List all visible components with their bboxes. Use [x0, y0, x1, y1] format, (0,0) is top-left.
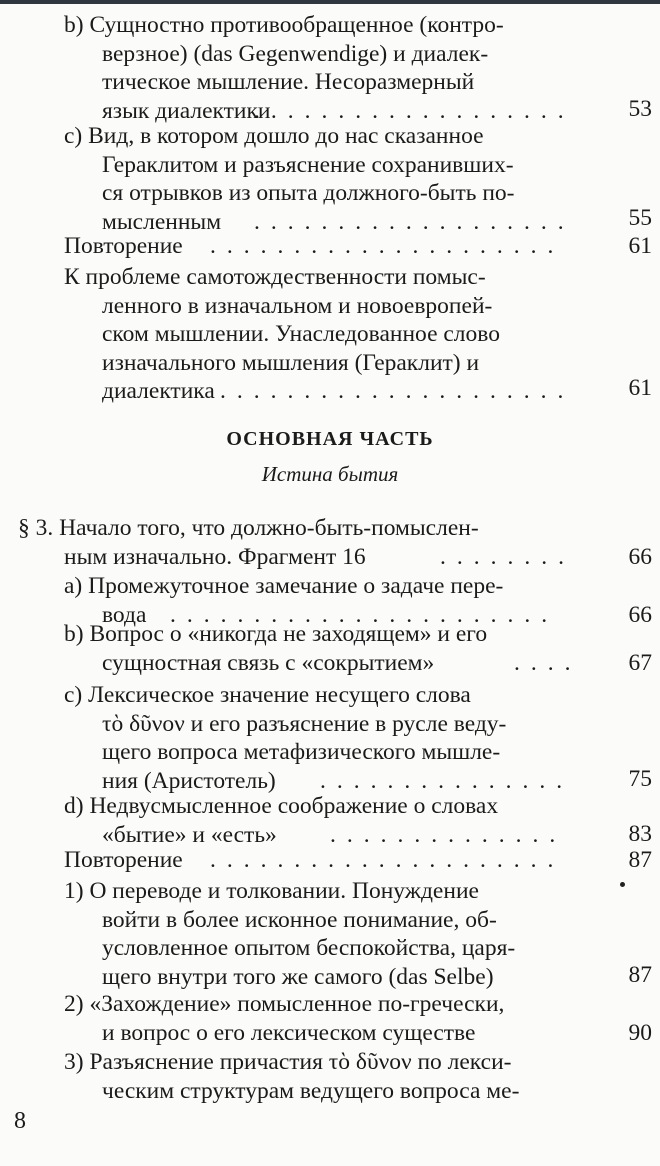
toc-entry-line: 2) «Захождение» помысленное по-гречески,	[64, 991, 505, 1017]
toc-entry-line: сущностная связь с «сокрытием»	[102, 649, 435, 676]
toc-page-number: 66	[628, 544, 652, 570]
toc-page-number: 61	[628, 233, 652, 259]
toc-entry-line: условленное опытом беспокойства, царя-	[102, 935, 516, 961]
dot-leader: ........	[440, 543, 575, 570]
toc-entry-line: верзное) (das Gegenwendige) и диалек-	[102, 40, 489, 67]
toc-entry-line: «бытие» и «есть»	[102, 821, 277, 848]
toc-entry-line: ся отрывков из опыта должного-быть по-	[102, 180, 515, 206]
dot-leader: ...................	[254, 97, 575, 124]
dot-leader: ...............	[320, 767, 574, 794]
ink-speck	[620, 882, 625, 887]
toc-page-number: 87	[628, 962, 652, 988]
toc-entry-line: ния (Аристотель)	[102, 767, 276, 794]
dot-leader: .....................	[210, 233, 565, 259]
toc-page-number: 55	[628, 205, 652, 231]
toc-entry-line: d) Недвусмысленное соображение о словах	[64, 793, 499, 819]
dot-leader: ....	[514, 649, 582, 676]
toc-entry-line: мысленным	[102, 208, 222, 235]
toc-entry-line: язык диалектики	[102, 97, 271, 124]
toc-entry-line: щего внутри того же самого (das Selbe)	[102, 963, 494, 990]
toc-page-number: 83	[628, 821, 652, 847]
dot-leader: .....................	[220, 378, 575, 404]
toc-page-number: 75	[628, 766, 652, 792]
toc-entry-line: ным изначально. Фрагмент 16	[64, 543, 366, 570]
toc-entry-line: ском мышлении. Унаследованное слово	[102, 321, 500, 347]
dot-leader: ...................	[254, 208, 575, 235]
toc-page-number: 66	[628, 602, 652, 628]
toc-entry-line: и вопрос о его лексическом существе	[102, 1019, 476, 1046]
toc-entry-line: τὸ δῦνον и его разъяснение в русле веду-	[102, 710, 507, 737]
toc-entry-line: изначального мышления (Гераклит) и	[102, 349, 480, 376]
toc-entry-line: тическое мышление. Несоразмерный	[102, 69, 475, 95]
toc-entry-line: Повторение	[64, 847, 183, 873]
section-subtitle: Истина бытия	[261, 462, 399, 486]
toc-page-number: 61	[628, 375, 652, 401]
top-bar	[0, 0, 660, 4]
toc-entry-line: Гераклитом и разъяснение сохранивших-	[102, 151, 514, 178]
toc-entry-line: К проблеме самотождественности помыс-	[64, 264, 486, 290]
page-number: 8	[14, 1108, 26, 1134]
toc-entry-line: a) Промежуточное замечание о задаче пере-	[64, 573, 504, 599]
toc-entry-line: b) Сущностно противообращенное (контро-	[64, 12, 504, 38]
toc-entry-line: ческим структурам ведущего вопроса ме-	[102, 1077, 520, 1104]
toc-page-number: 53	[628, 96, 652, 122]
toc-entry-line: войти в более исконное понимание, об-	[102, 906, 497, 933]
toc-page-number: 90	[628, 1020, 652, 1046]
toc-page-number: 67	[628, 650, 652, 676]
dot-leader: .......................	[170, 601, 559, 628]
toc-entry-line: диалектика	[102, 378, 215, 404]
toc-entry-line: Повторение	[64, 233, 183, 259]
dot-leader: .....................	[210, 847, 565, 873]
toc-entry-line: § 3. Начало того, что должно-быть-помыслен-	[18, 515, 479, 541]
toc-entry-line: щего вопроса метафизического мышле-	[102, 739, 501, 765]
toc-entry-line: ленного в изначальном и новоевропей-	[102, 292, 493, 319]
dot-leader: ..............	[330, 821, 567, 848]
toc-page-number: 87	[628, 847, 652, 873]
toc-entry-line: 3) Разъяснение причастия τὸ δῦνον по лекси-	[64, 1049, 512, 1075]
toc-entry-line: b) Вопрос о «никогда не заходящем» и его	[64, 621, 488, 647]
toc-entry-line: c) Лексическое значение несущего слова	[64, 682, 471, 708]
toc-entry-line: 1) О переводе и толковании. Понуждение	[64, 878, 479, 904]
toc-entry-line: вода	[102, 601, 147, 628]
section-title: ОСНОВНАЯ ЧАСТЬ	[226, 428, 434, 450]
toc-entry-line: c) Вид, в котором дошло до нас сказанное	[64, 123, 484, 149]
